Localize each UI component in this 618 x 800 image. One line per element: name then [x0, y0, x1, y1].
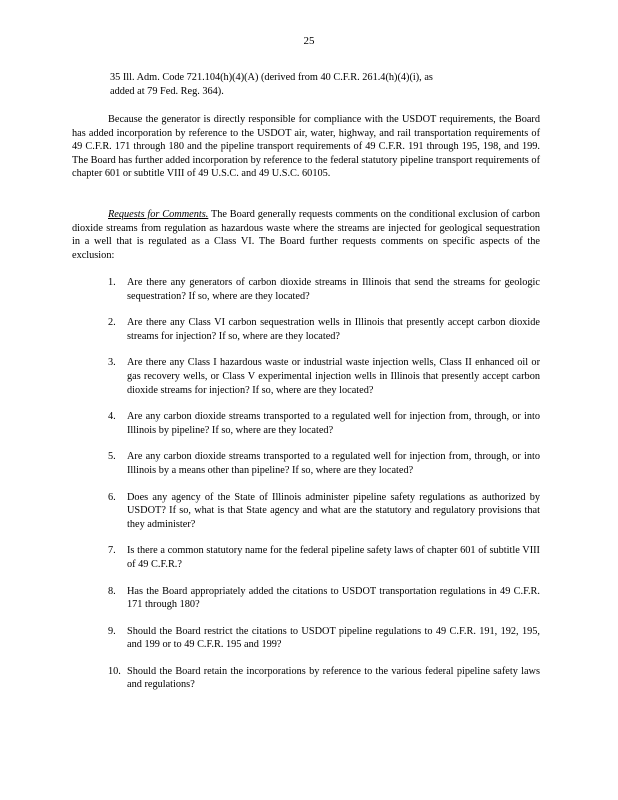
- section-run-in-heading: Requests for Comments.: [108, 209, 209, 220]
- requests-paragraph: [72, 208, 540, 262]
- question-number: 7.: [108, 545, 116, 557]
- question-text: Has the Board appropriately added the citations to USDOT transportation regulations in 49 C.F.R. 171 through 180?: [127, 585, 540, 611]
- question-number: 10.: [108, 665, 121, 677]
- question-item: [108, 544, 540, 571]
- question-number: 8.: [108, 585, 116, 597]
- paragraph-text: Because the generator is directly responsible for compliance with the USDOT requirements, the Board has added incorporation by reference to the USDOT air, water, highway, and rail transportation requirements of 49 C.F.R. 171 through 180 and the pipeline transport requirements of 49 C.F.R. 191 through 195, 198, and 199. The Board has further added incorporation by reference to the federal statutory pipeline transport requirements of chapter 601 or subtitle VIII of 49 U.S.C. and 49 U.S.C. 60105.: [72, 114, 540, 180]
- question-text: Does any agency of the State of Illinois administer pipeline safety regulations as authorized by USDOT? If so, what is that State agency and what are the statutory and regulatory provisions that they administer?: [127, 491, 540, 530]
- page-number: 25: [303, 35, 315, 47]
- question-item: [108, 491, 540, 532]
- citation-line: 35 Ill. Adm. Code 721.104(h)(4)(A) (derived from 40 C.F.R. 261.4(h)(4)(i), as: [110, 72, 433, 83]
- question-text: Are there any Class VI carbon sequestration wells in Illinois that presently accept carbon dioxide streams for injection? If so, where are they located?: [127, 317, 540, 342]
- question-item: [108, 316, 540, 343]
- question-text: Is there a common statutory name for the federal pipeline safety laws of chapter 601 of subtitle VIII of 49 C.F.R.?: [127, 545, 540, 570]
- question-item: [108, 585, 540, 612]
- question-number: 4.: [108, 411, 116, 423]
- question-item: [108, 625, 540, 652]
- question-item: [108, 450, 540, 477]
- question-item: [108, 276, 540, 303]
- question-item: [108, 356, 540, 397]
- question-number: 5.: [108, 451, 116, 463]
- citation-line: added at 79 Fed. Reg. 364).: [110, 85, 224, 97]
- question-text: Are any carbon dioxide streams transported to a regulated well for injection from, through, or into Illinois by a means other than pipeline? If so, where are they located?: [127, 451, 540, 476]
- question-text: Are there any generators of carbon dioxide streams in Illinois that send the streams for geologic sequestration? If so, where are they located?: [127, 277, 540, 302]
- question-item: [108, 410, 540, 437]
- body-paragraph: [72, 113, 540, 181]
- question-text: Should the Board retain the incorporations by reference to the various federal pipeline safety laws and regulations?: [127, 665, 540, 691]
- question-number: 6.: [108, 491, 116, 503]
- question-text: Should the Board restrict the citations to USDOT pipeline regulations to 49 C.F.R. 191, 192, 195, and 199 or to 49 C.F.R. 195 and 199?: [127, 625, 540, 651]
- question-text: Are there any Class I hazardous waste or industrial waste injection wells, Class II enhanced oil or gas recovery wells, or Class V experimental injection wells in Illinois that presently accept carbon dioxide streams for injection? If so, where are they located?: [127, 357, 540, 396]
- question-list: [108, 276, 540, 705]
- question-number: 2.: [108, 317, 116, 329]
- question-number: 3.: [108, 357, 116, 369]
- paragraph-text: The Board generally requests comments on the conditional exclusion of carbon dioxide streams from regulation as hazardous waste where the streams are injected for geological sequestration in a well that is regulated as a Class VI. The Board further requests comments on specific aspects of the exclusion:: [72, 209, 540, 261]
- question-number: 1.: [108, 277, 116, 288]
- question-item: [108, 665, 540, 692]
- citation-block: [110, 71, 490, 98]
- question-number: 9.: [108, 625, 116, 637]
- question-text: Are any carbon dioxide streams transported to a regulated well for injection from, through, or into Illinois by pipeline? If so, where are they located?: [127, 411, 540, 436]
